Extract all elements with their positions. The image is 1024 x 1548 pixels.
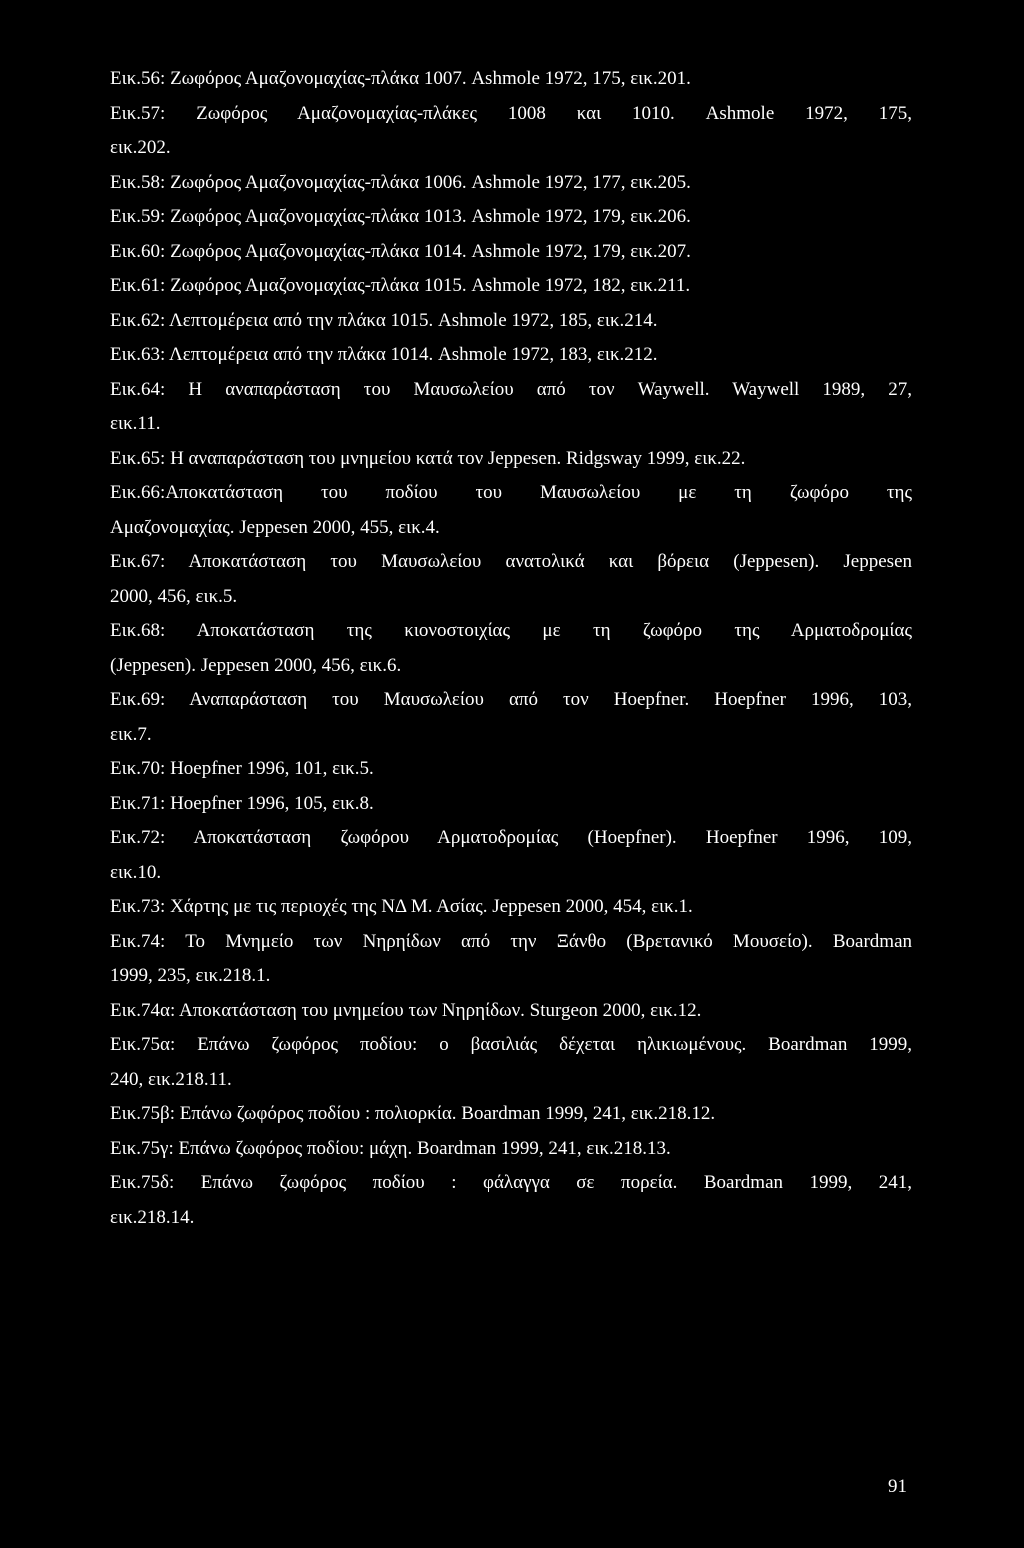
figure-caption-entry xyxy=(110,925,912,994)
figure-caption-entry xyxy=(110,545,912,614)
figure-caption-entry xyxy=(110,752,912,787)
page-number: 91 xyxy=(888,1476,907,1497)
figure-caption-entry xyxy=(110,1028,912,1097)
figure-caption-entry xyxy=(110,1132,912,1167)
caption-line: Εικ.73: Χάρτης με τις περιοχές της ΝΔ Μ. Ασίας. Jeppesen 2000, 454, εικ.1. xyxy=(110,896,693,917)
caption-line: Εικ.57: Ζωφόρος Αμαζονομαχίας-πλάκες 1008 και 1010. Ashmole 1972, 175, xyxy=(110,102,912,124)
caption-line: Εικ.58: Ζωφόρος Αμαζονομαχίας-πλάκα 1006. Ashmole 1972, 177, εικ.205. xyxy=(110,171,691,193)
caption-line: Εικ.59: Ζωφόρος Αμαζονομαχίας-πλάκα 1013. Ashmole 1972, 179, εικ.206. xyxy=(110,206,691,227)
caption-line: Εικ.74: Το Μνημείο των Νηρηίδων από την Ξάνθο (Βρετανικό Μουσείο). Boardman xyxy=(110,930,912,952)
figure-caption-entry xyxy=(110,1166,912,1235)
figure-caption-entry xyxy=(110,787,912,822)
caption-line: Εικ.75δ: Επάνω ζωφόρος ποδίου : φάλαγγα σε πορεία. Boardman 1999, 241, xyxy=(110,1172,912,1193)
caption-line: Εικ.72: Αποκατάσταση ζωφόρου Αρματοδρομίας (Hoepfner). Hoepfner 1996, 109, xyxy=(110,827,912,848)
figure-caption-entry xyxy=(110,235,912,270)
caption-line: Εικ.68: Αποκατάσταση της κιονοστοιχίας με τη ζωφόρο της Αρματοδρομίας xyxy=(110,620,912,641)
caption-line: Εικ.71: Hoepfner 1996, 105, εικ.8. xyxy=(110,792,374,814)
caption-line: Αμαζονομαχίας. Jeppesen 2000, 455, εικ.4. xyxy=(110,516,440,538)
figure-caption-entry xyxy=(110,442,912,477)
caption-line: Εικ.65: Η αναπαράσταση του μνημείου κατά τον Jeppesen. Ridgsway 1999, εικ.22. xyxy=(110,447,746,469)
caption-line: εικ.10. xyxy=(110,861,162,883)
figure-caption-entry xyxy=(110,821,912,890)
caption-line: εικ.11. xyxy=(110,413,161,434)
figure-caption-entry xyxy=(110,62,912,97)
figure-caption-entry xyxy=(110,166,912,201)
caption-line: Εικ.63: Λεπτομέρεια από την πλάκα 1014. Ashmole 1972, 183, εικ.212. xyxy=(110,344,658,365)
caption-line: 2000, 456, εικ.5. xyxy=(110,585,238,607)
figure-caption-entry xyxy=(110,890,912,925)
figure-caption-entry xyxy=(110,373,912,442)
figure-caption-entry xyxy=(110,683,912,752)
figure-caption-entry xyxy=(110,97,912,166)
caption-line: Εικ.67: Αποκατάσταση του Μαυσωλείου ανατολικά και βόρεια (Jeppesen). Jeppesen xyxy=(110,551,912,572)
figure-caption-entry xyxy=(110,614,912,683)
caption-line: Εικ.69: Αναπαράσταση του Μαυσωλείου από τον Hoepfner. Hoepfner 1996, 103, xyxy=(110,689,912,710)
figure-list xyxy=(110,62,912,1235)
figure-caption-entry xyxy=(110,200,912,235)
caption-line: (Jeppesen). Jeppesen 2000, 456, εικ.6. xyxy=(110,654,402,676)
caption-line: Εικ.75α: Επάνω ζωφόρος ποδίου: ο βασιλιάς δέχεται ηλικιωμένους. Boardman 1999, xyxy=(110,1034,912,1055)
caption-line: Εικ.64: Η αναπαράσταση του Μαυσωλείου από τον Waywell. Waywell 1989, 27, xyxy=(110,378,912,400)
caption-line: Εικ.75β: Επάνω ζωφόρος ποδίου : πολιορκία. Boardman 1999, 241, εικ.218.12. xyxy=(110,1103,716,1124)
caption-line: Εικ.56: Ζωφόρος Αμαζονομαχίας-πλάκα 1007. Ashmole 1972, 175, εικ.201. xyxy=(110,68,691,89)
figure-caption-entry xyxy=(110,994,912,1029)
caption-line: Εικ.70: Hoepfner 1996, 101, εικ.5. xyxy=(110,758,374,779)
caption-line: Εικ.60: Ζωφόρος Αμαζονομαχίας-πλάκα 1014. Ashmole 1972, 179, εικ.207. xyxy=(110,240,691,262)
caption-line: εικ.218.14. xyxy=(110,1206,195,1228)
caption-line: Εικ.61: Ζωφόρος Αμαζονομαχίας-πλάκα 1015. Ashmole 1972, 182, εικ.211. xyxy=(110,275,691,296)
caption-line: Εικ.75γ: Επάνω ζωφόρος ποδίου: μάχη. Boardman 1999, 241, εικ.218.13. xyxy=(110,1137,671,1159)
figure-caption-entry xyxy=(110,476,912,545)
figure-caption-entry xyxy=(110,1097,912,1132)
figure-caption-entry xyxy=(110,304,912,339)
caption-line: 1999, 235, εικ.218.1. xyxy=(110,965,271,986)
caption-line: Εικ.74α: Αποκατάσταση του μνημείου των Νηρηίδων. Sturgeon 2000, εικ.12. xyxy=(110,999,702,1021)
caption-line: Εικ.66:Αποκατάσταση του ποδίου του Μαυσωλείου με τη ζωφόρο της xyxy=(110,482,912,503)
caption-line: 240, εικ.218.11. xyxy=(110,1068,232,1090)
caption-line: Εικ.62: Λεπτομέρεια από την πλάκα 1015. Ashmole 1972, 185, εικ.214. xyxy=(110,309,658,331)
caption-line: εικ.202. xyxy=(110,137,171,158)
figure-caption-entry xyxy=(110,338,912,373)
figure-caption-entry xyxy=(110,269,912,304)
caption-line: εικ.7. xyxy=(110,723,152,745)
